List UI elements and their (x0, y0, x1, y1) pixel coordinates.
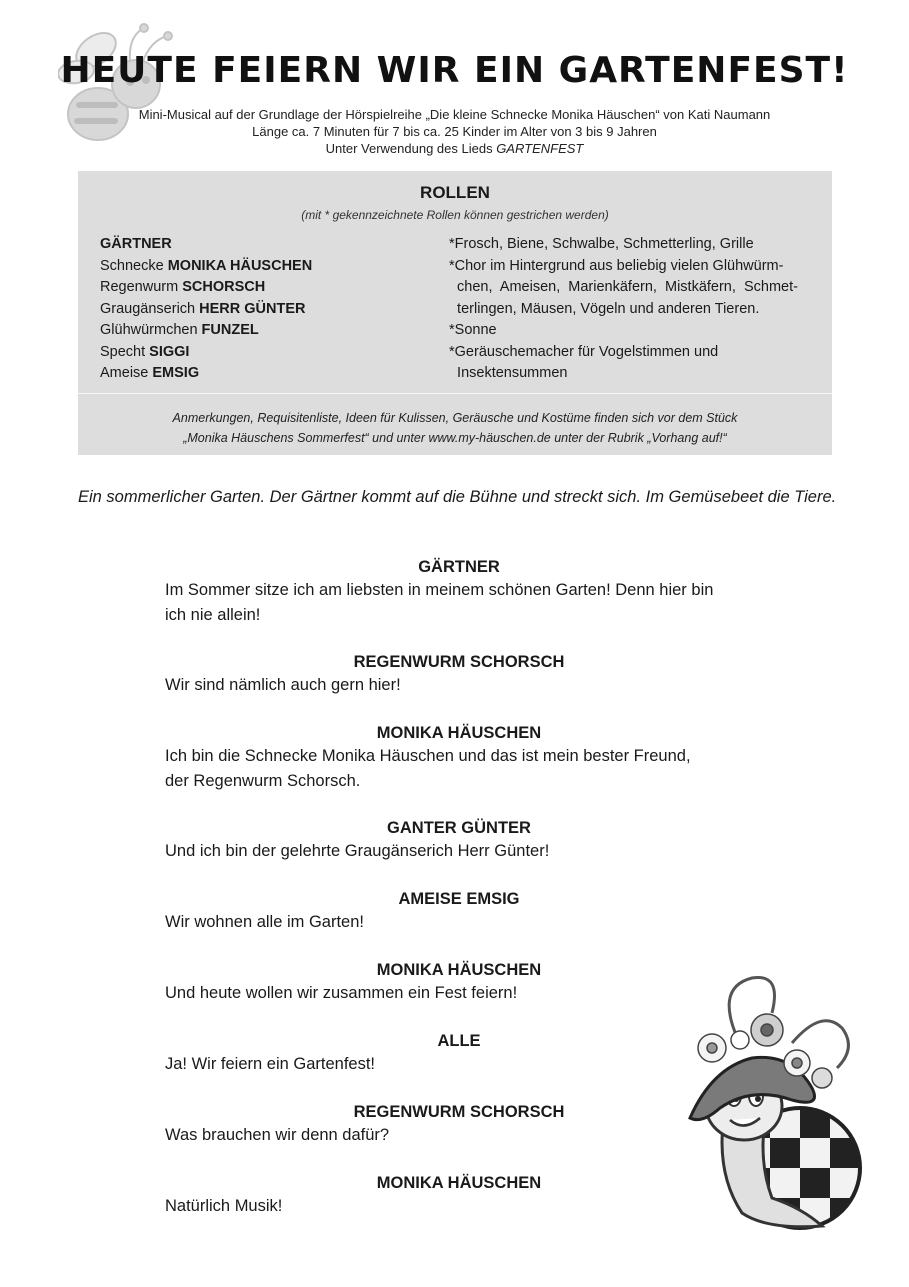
role-item (100, 256, 312, 278)
spoken-line: Wir wohnen alle im Garten! (165, 913, 364, 931)
optional-role-line: chen, Ameisen, Marienkäfern, Mistkäfern, Schmet- (449, 279, 798, 295)
role-prefix: Ameise (100, 365, 153, 381)
page-title: HEUTE FEIERN WIR EIN GARTENFEST! (60, 50, 849, 91)
role-prefix: Specht (100, 343, 150, 360)
spoken-line: ich nie allein! (165, 605, 261, 624)
spoken-line: Im Sommer sitze ich am liebsten in meinem schönen Garten! Denn hier bin (165, 581, 714, 599)
speaker-name: MONIKA HÄUSCHEN (376, 1174, 542, 1192)
stage-direction: Ein sommerlicher Garten. Der Gärtner kommt auf die Bühne und streckt sich. Im Gemüsebeet die Tiere. (78, 488, 837, 506)
speaker-name: REGENWURM SCHORSCH (353, 653, 565, 671)
role-name: FUNZEL (201, 322, 259, 338)
dialogue-block (165, 651, 755, 698)
optional-role-line: terlingen, Mäusen, Vögeln und anderen Tieren. (449, 300, 760, 317)
roles-note: (mit * gekennzeichnete Rollen können gestrichen werden) (301, 208, 609, 222)
spoken-line: Ja! Wir feiern ein Gartenfest! (165, 1055, 375, 1073)
optional-role-line: *Geräuschemacher für Vogelstimmen und (449, 343, 719, 360)
speaker-name: GANTER GÜNTER (387, 819, 531, 837)
role-name: SIGGI (149, 343, 190, 360)
spoken-line: Was brauchen wir denn dafür? (165, 1126, 390, 1144)
speaker-name: MONIKA HÄUSCHEN (376, 724, 542, 742)
spoken-line: Wir sind nämlich auch gern hier! (165, 676, 401, 694)
song-credit-line (0, 140, 909, 157)
dialogue-block (165, 1030, 755, 1077)
role-name: GÄRTNER (100, 236, 172, 252)
role-prefix: Graugänserich (100, 300, 200, 317)
speaker-name: REGENWURM SCHORSCH (353, 1103, 565, 1121)
dialogue-block (165, 556, 755, 627)
subtitle-line: Länge ca. 7 Minuten für 7 bis ca. 25 Kinder im Alter von 3 bis 9 Jahren (252, 124, 657, 139)
spoken-line: der Regenwurm Schorsch. (165, 771, 361, 790)
speaker-name: MONIKA HÄUSCHEN (376, 961, 542, 979)
speaker-name: ALLE (437, 1032, 481, 1050)
spoken-line: Natürlich Musik! (165, 1197, 283, 1215)
role-item (100, 363, 312, 385)
dialogue-block (165, 817, 755, 864)
optional-role-line: *Sonne (449, 322, 497, 338)
footnote-line: „Monika Häuschens Sommerfest“ und unter www.my-häuschen.de unter der Rubrik „Vorhang auf!“ (183, 431, 727, 445)
subtitle-line: Mini-Musical auf der Grundlage der Hörspielreihe „Die kleine Schnecke Monika Häuschen“ von Kati Naumann (138, 107, 771, 122)
role-name: MONIKA HÄUSCHEN (167, 257, 313, 274)
optional-role-line: Insektensummen (449, 365, 568, 381)
dialogue-block (165, 722, 755, 793)
footnote-line: Anmerkungen, Requisitenliste, Ideen für Kulissen, Geräusche und Kostüme finden sich vor dem Stück (172, 411, 738, 425)
main-roles-list (100, 234, 312, 385)
optional-role-line: *Chor im Hintergrund aus beliebig vielen Glühwürm- (449, 257, 784, 274)
song-prefix: Unter Verwendung des Lieds (325, 141, 497, 156)
snail-illustration-icon (672, 968, 872, 1238)
speaker-name: AMEISE EMSIG (398, 890, 520, 908)
dialogue-block (165, 1172, 755, 1219)
role-prefix: Schnecke (100, 257, 168, 274)
speaker-name: GÄRTNER (418, 558, 500, 576)
roles-box (78, 171, 832, 455)
spoken-line: Und heute wollen wir zusammen ein Fest feiern! (165, 984, 518, 1002)
optional-role-line: *Frosch, Biene, Schwalbe, Schmetterling, Grille (449, 236, 754, 252)
role-prefix: Glühwürmchen (100, 322, 202, 338)
role-name: SCHORSCH (182, 279, 266, 295)
role-item (100, 320, 312, 342)
dialogue-block (165, 1101, 755, 1148)
role-prefix: Regenwurm (100, 279, 183, 295)
box-divider (78, 393, 832, 394)
role-name: EMSIG (152, 365, 200, 381)
dialogue-block (165, 888, 755, 935)
spoken-line: Ich bin die Schnecke Monika Häuschen und das ist mein bester Freund, (165, 747, 691, 765)
spoken-line: Und ich bin der gelehrte Graugänserich Herr Günter! (165, 842, 550, 860)
role-item (100, 277, 312, 299)
optional-roles-list (449, 234, 811, 385)
dialogue-block (165, 959, 755, 1006)
song-title: GARTENFEST (496, 141, 584, 156)
role-name: HERR GÜNTER (199, 300, 306, 317)
role-item (100, 234, 312, 256)
role-item (100, 299, 312, 321)
role-item (100, 342, 312, 364)
roles-footnote (78, 408, 832, 448)
roles-heading: ROLLEN (420, 183, 490, 202)
subtitle (0, 106, 909, 157)
